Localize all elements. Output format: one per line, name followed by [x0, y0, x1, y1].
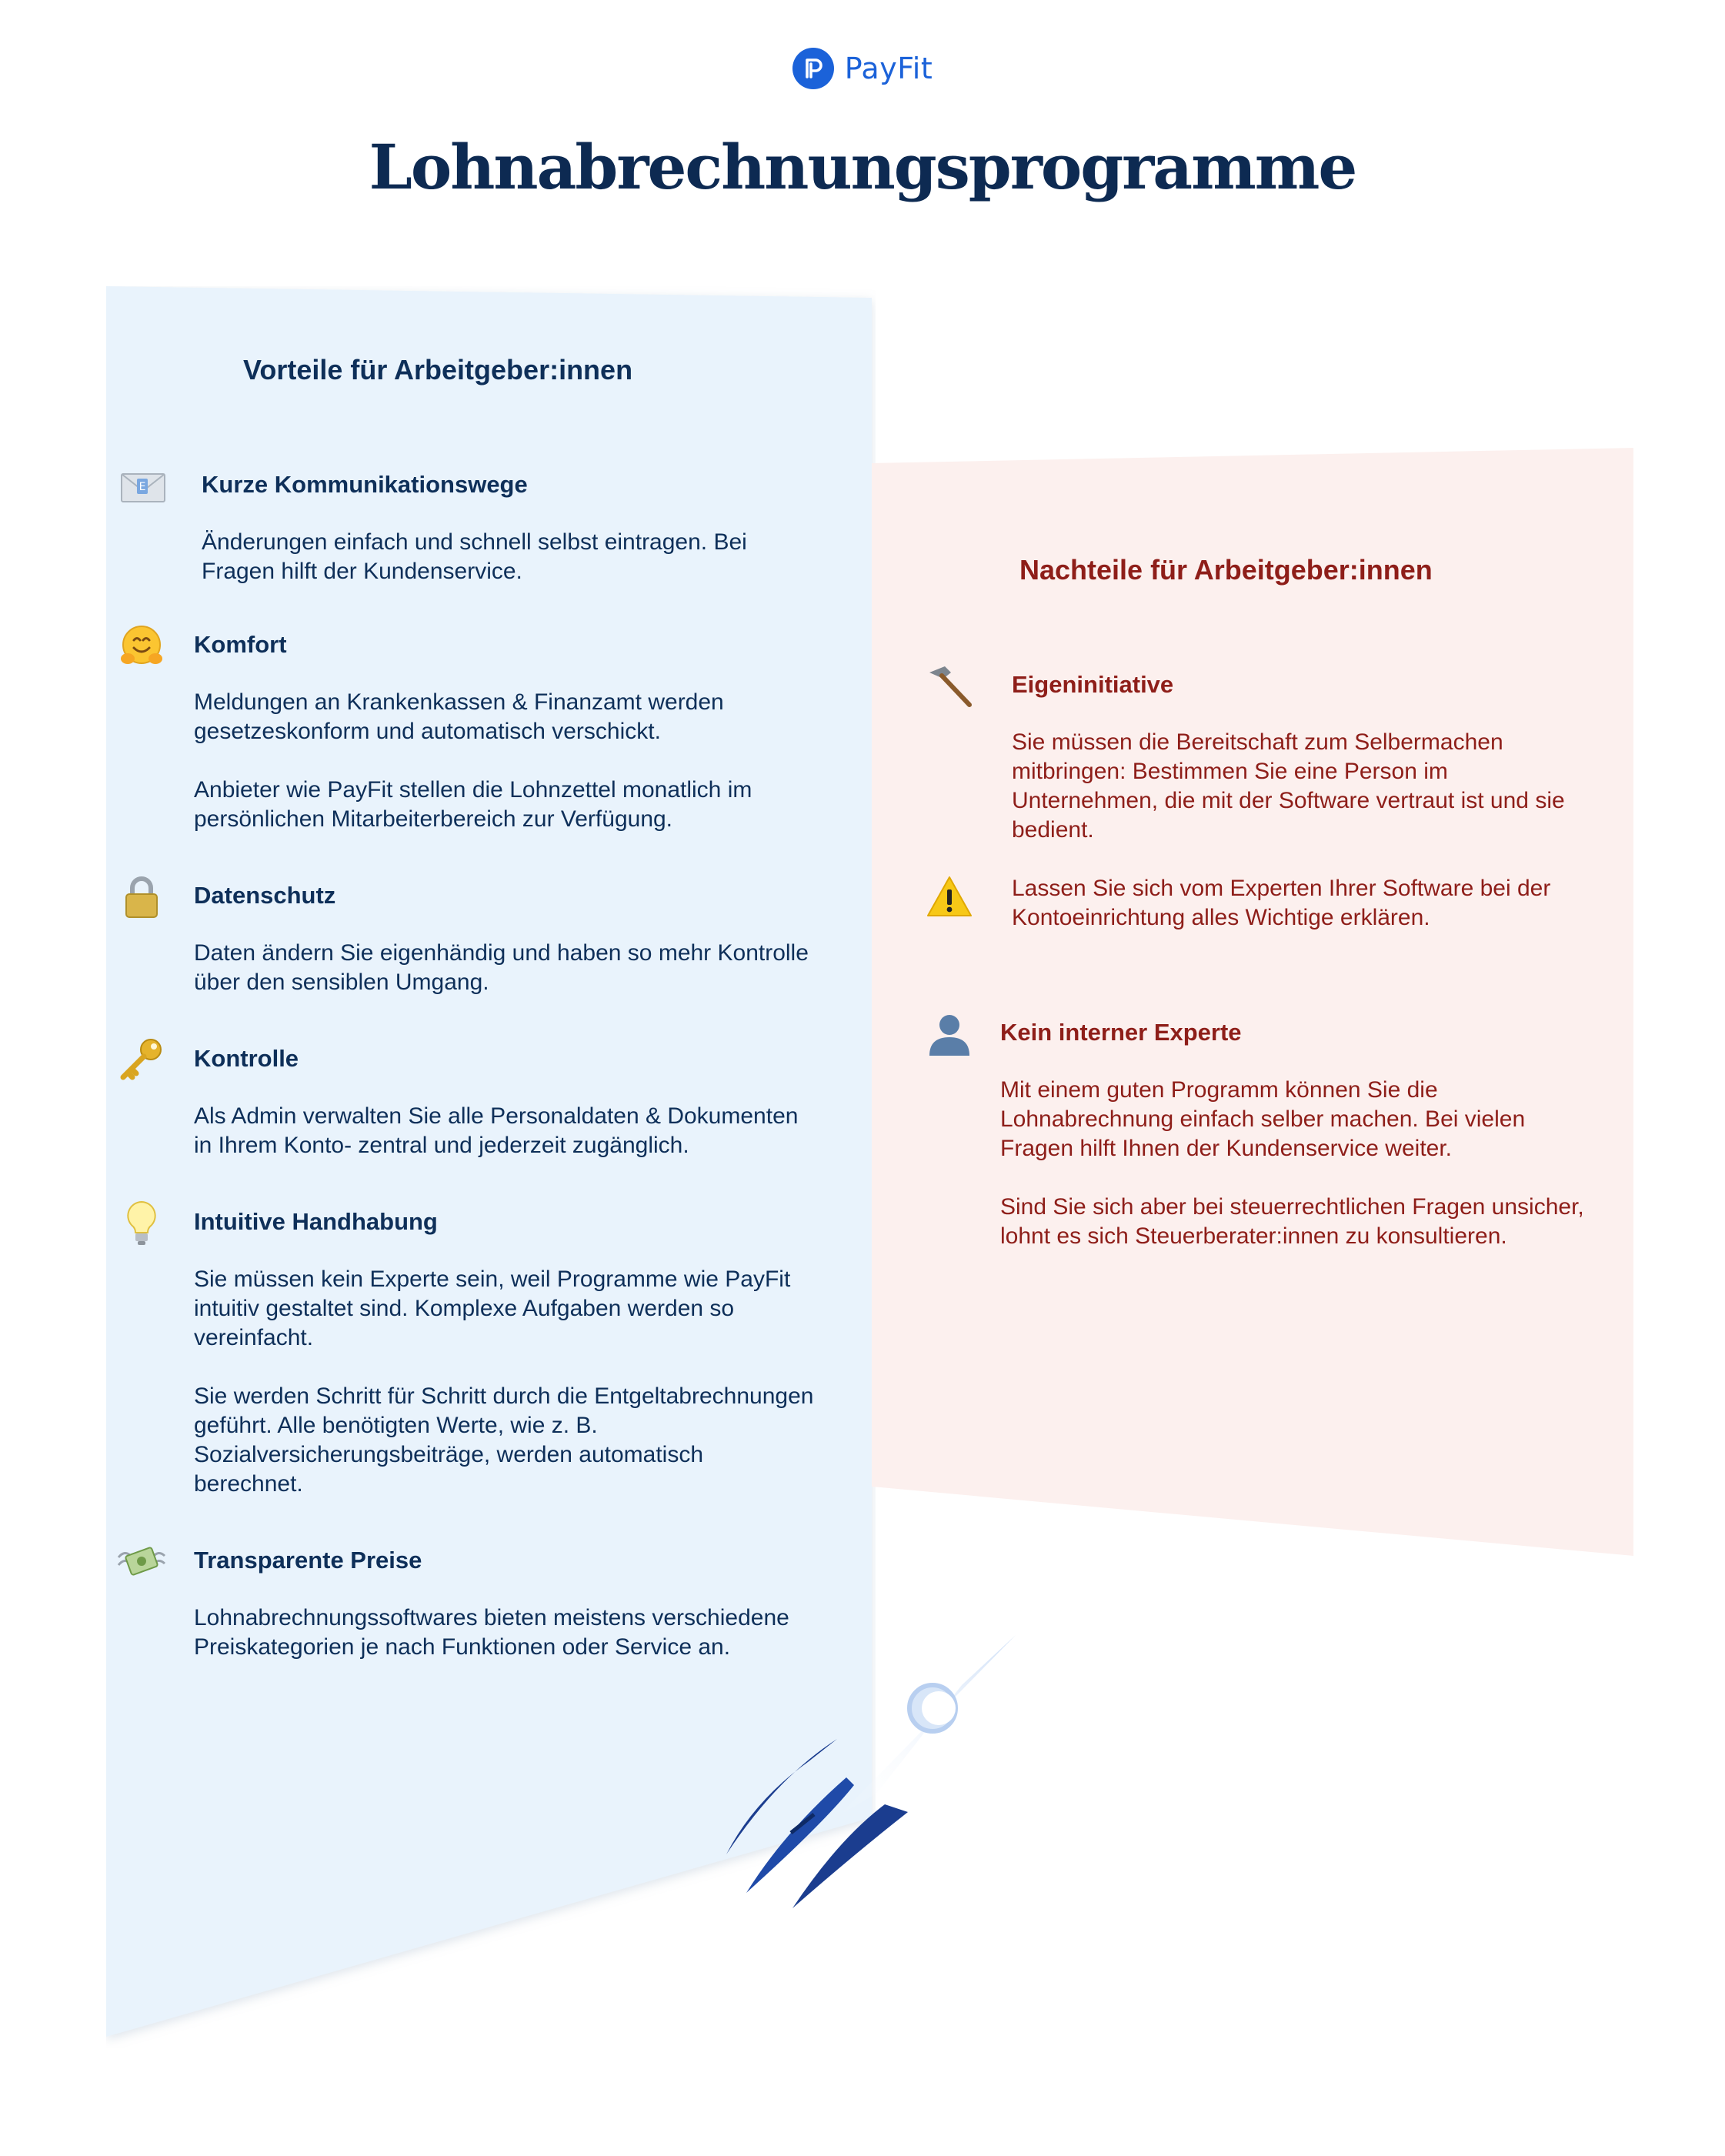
brand-name: PayFit [844, 52, 933, 85]
hugging-face-icon [117, 622, 166, 671]
pros-item-communication [123, 471, 816, 586]
pros-item-pricing [123, 1547, 816, 1662]
cons-column [931, 554, 1593, 1251]
envelope-icon [117, 462, 166, 511]
cons-item-initiative [931, 671, 1593, 845]
pros-item-text: Sie müssen kein Experte sein, weil Programme wie PayFit intuitiv gestaltet sind. Komplexe Aufgaben werden so vereinfacht. [194, 1267, 791, 1350]
pros-heading: Vorteile für Arbeitgeber:innen [243, 354, 633, 385]
page-title: Lohnabrechnungsprogramme [369, 131, 1356, 203]
cons-item-text: Sie müssen die Bereitschaft zum Selbermachen mitbringen: Bestimmen Sie eine Person im Unternehmen, die mit der Software vertraut ist und sie bedient. [1012, 729, 1565, 843]
pros-item-control [123, 1045, 816, 1160]
pros-item-text: Als Admin verwalten Sie alle Personaldaten & Dokumenten in Ihrem Konto- zentral und jederzeit zugänglich. [194, 1103, 799, 1158]
svg-text:E: E [138, 481, 146, 493]
hammer-icon [925, 662, 974, 711]
cons-item-title: Eigeninitiative [1012, 671, 1174, 698]
pros-item-title: Transparente Preise [194, 1547, 422, 1574]
pros-item-data-protection [123, 882, 816, 997]
pros-item-text: Änderungen einfach und schnell selbst eintragen. Bei Fragen hilft der Kundenservice. [202, 529, 747, 584]
brand-logo [0, 48, 1725, 89]
pros-column [123, 354, 816, 1662]
pros-item-comfort [123, 631, 816, 834]
pros-item-text: Sie werden Schritt für Schritt durch die Entgeltabrechnungen geführt. Alle benötigten Werte, wie z. B. Sozialversicherungsbeiträge, werden automatisch berechnet. [194, 1383, 814, 1497]
pros-item-text: Meldungen an Krankenkassen & Finanzamt werden gesetzeskonform und automatisch verschickt. [194, 689, 724, 744]
cons-item-text: Sind Sie sich aber bei steuerrechtlichen Fragen unsicher, lohnt es sich Steuerberater:innen zu konsultieren. [1000, 1194, 1584, 1249]
warning-icon [925, 873, 974, 922]
cons-item-onboarding [931, 874, 1593, 933]
cons-item-no-expert [931, 1019, 1593, 1251]
pros-item-title: Komfort [194, 631, 287, 658]
cons-heading: Nachteile für Arbeitgeber:innen [1019, 554, 1433, 586]
pros-item-text: Anbieter wie PayFit stellen die Lohnzettel monatlich im persönlichen Mitarbeiterbereich zur Verfügung. [194, 777, 752, 832]
lock-icon [117, 873, 166, 922]
pros-item-title: Intuitive Handhabung [194, 1208, 438, 1235]
pros-item-text: Daten ändern Sie eigenhändig und haben so mehr Kontrolle über den sensiblen Umgang. [194, 940, 809, 995]
pros-item-usability [123, 1208, 816, 1499]
pros-item-title: Kontrolle [194, 1045, 299, 1072]
cons-item-text: Lassen Sie sich vom Experten Ihrer Software bei der Kontoeinrichtung alles Wichtige erklären. [1012, 876, 1551, 930]
person-silhouette-icon [925, 1010, 974, 1059]
cons-item-title: Kein interner Experte [1000, 1019, 1242, 1046]
pros-item-title: Datenschutz [194, 882, 336, 909]
pros-item-title: Kurze Kommunikationswege [202, 471, 528, 498]
money-with-wings-icon [117, 1537, 166, 1587]
light-bulb-icon [117, 1199, 166, 1248]
key-icon [117, 1036, 166, 1085]
pros-item-text: Lohnabrechnungssoftwares bieten meistens verschiedene Preiskategorien je nach Funktionen oder Service an. [194, 1605, 789, 1660]
rocket-illustration [723, 1631, 1016, 1924]
payfit-logo-icon [792, 48, 834, 89]
cons-item-text: Mit einem guten Programm können Sie die Lohnabrechnung einfach selber machen. Bei vielen Fragen hilft Ihnen der Kundenservice weiter. [1000, 1077, 1526, 1161]
